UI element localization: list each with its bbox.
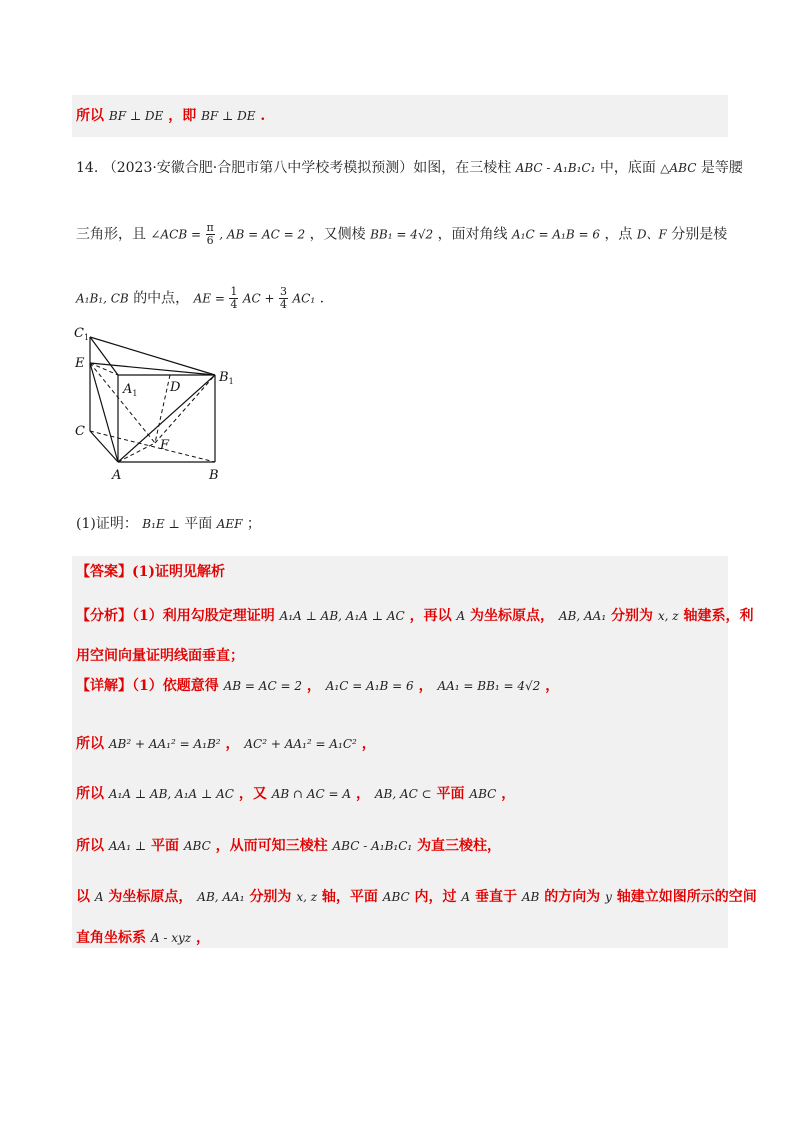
text: 所以	[76, 786, 104, 802]
math: ABC	[382, 890, 410, 904]
text: ，再以	[409, 608, 452, 624]
text: ，又	[238, 786, 267, 802]
text: ，	[306, 678, 321, 694]
math: , AB = AC = 2	[219, 227, 306, 242]
text: 为坐标原点，	[470, 608, 554, 624]
math: ABC - A₁B₁C₁	[515, 161, 596, 175]
text: 为直三棱柱，	[417, 838, 502, 854]
math: A	[94, 890, 104, 904]
detail-line-2	[76, 734, 376, 754]
dashed-c-b	[90, 431, 215, 462]
problem-source: （2023·安徽合肥·合肥市第八中学校考模拟预测）如图，在三棱柱	[102, 160, 512, 176]
text: ，	[361, 736, 376, 752]
fraction-3-4	[279, 286, 288, 311]
math: ∠ACB =	[150, 227, 202, 242]
detail-line-1	[76, 676, 559, 696]
text: 用空间向量证明线面垂直；	[76, 648, 244, 664]
question-label: (1)证明：	[76, 516, 138, 532]
text: 分别为	[249, 889, 292, 905]
text: ，	[418, 678, 433, 694]
math: A - xyz	[150, 931, 192, 945]
detail-line-6	[76, 928, 210, 948]
math: A₁A ⊥ AB, A₁A ⊥ AC	[108, 787, 234, 801]
detail-line-4	[76, 836, 501, 856]
math: AB, AA₁	[558, 609, 607, 623]
math: A₁A ⊥ AB, A₁A ⊥ AC	[279, 609, 405, 623]
math: △ABC	[660, 161, 697, 175]
text: 分别是棱	[671, 226, 728, 243]
text: ，点	[604, 226, 633, 243]
problem-number: 14.	[76, 160, 99, 176]
text: 内，过	[414, 889, 457, 905]
math: AB ∩ AC = A	[271, 787, 352, 801]
label-b1: $B_1$	[219, 370, 234, 386]
math: AC +	[242, 291, 275, 306]
math: ABC	[469, 787, 497, 801]
text: 以	[76, 889, 90, 905]
text: 平面	[151, 838, 179, 854]
denominator: 6	[206, 234, 214, 247]
question-1	[76, 514, 261, 534]
text: 所以	[76, 108, 104, 124]
math: B₁E ⊥	[142, 517, 180, 531]
problem-line-3	[76, 286, 324, 311]
problem-line-2	[76, 222, 727, 247]
math: x, z	[296, 890, 318, 904]
math: BB₁ = 4√2	[370, 227, 434, 242]
text: 轴，平面	[321, 889, 378, 905]
math: AB, AC ⊂	[374, 787, 432, 801]
label-c: C	[75, 424, 85, 439]
math: AB² + AA₁² = A₁B²	[108, 737, 221, 751]
text: 分别为	[611, 608, 654, 624]
label-e: E	[75, 356, 85, 371]
detail-line-3	[76, 784, 515, 804]
numerator: π	[206, 221, 214, 234]
fraction-1-4	[229, 286, 238, 311]
math: A₁C = A₁B = 6	[512, 227, 600, 242]
text: 中，底面	[599, 160, 656, 176]
math: A₁C = A₁B = 6	[325, 679, 414, 693]
math: A₁B₁, CB	[76, 291, 129, 306]
text: ，	[355, 786, 370, 802]
math: A	[461, 890, 471, 904]
text: 所以	[76, 736, 104, 752]
math: AC₁	[292, 291, 316, 306]
math: BF ⊥ DE	[108, 109, 164, 123]
text: 三角形，且	[76, 226, 146, 243]
text: .	[319, 290, 325, 307]
analysis-line-2	[76, 646, 244, 666]
math: AB = AC = 2	[223, 679, 302, 693]
text: ，又侧棱	[309, 226, 366, 243]
text: 的方向为	[544, 889, 601, 905]
math: x, z	[657, 609, 679, 623]
text: 平面	[436, 786, 465, 802]
text: 垂直于	[474, 889, 517, 905]
text: ，	[501, 786, 516, 802]
text: 平面	[184, 516, 213, 532]
numerator: 3	[280, 285, 288, 298]
text: ，	[545, 678, 560, 694]
math: D、F	[636, 227, 667, 242]
problem-line-1	[76, 158, 743, 178]
math: BF ⊥ DE	[201, 109, 256, 123]
text: 为坐标原点，	[108, 889, 193, 905]
text: ，面对角线	[437, 226, 508, 243]
text: ，从而可知三棱柱	[215, 838, 328, 854]
text: 轴建立如图所示的空间	[616, 889, 757, 905]
numerator: 1	[230, 285, 238, 298]
math: AE =	[193, 291, 225, 306]
text: ，	[225, 736, 240, 752]
math: AA₁ ⊥	[108, 839, 147, 853]
prism-figure	[70, 323, 250, 488]
detail-line-5	[76, 887, 757, 907]
math: y	[605, 890, 612, 904]
text: 轴建系，利	[683, 608, 754, 624]
fraction-pi-6	[206, 222, 215, 247]
text: ；	[246, 516, 261, 532]
text: .	[260, 108, 266, 124]
dashed-f-b1	[155, 375, 215, 443]
label-a: A	[112, 468, 122, 483]
math: AB, AA₁	[197, 890, 245, 904]
math: AC² + AA₁² = A₁C²	[244, 737, 357, 751]
label-d: D	[170, 380, 181, 395]
text: 是等腰	[700, 160, 743, 176]
denominator: 4	[280, 298, 288, 311]
math: AEF	[216, 517, 243, 531]
math: AA₁ = BB₁ = 4√2	[437, 679, 541, 693]
label-b: B	[209, 468, 219, 483]
math: ABC - A₁B₁C₁	[332, 839, 413, 853]
denominator: 4	[230, 298, 238, 311]
analysis-tag: 【分析】（1）利用勾股定理证明	[76, 608, 275, 624]
text: 直角坐标系	[76, 930, 146, 946]
answer-line	[76, 562, 225, 582]
top-conclusion-line	[76, 106, 265, 126]
math: A	[456, 609, 466, 623]
label-a1: $A_1$	[123, 382, 138, 398]
text: ，即	[168, 108, 197, 124]
detail-tag: 【详解】（1）依题意得	[76, 678, 219, 694]
math: ABC	[183, 839, 211, 853]
dashed-d-f	[155, 375, 170, 443]
label-f: F	[160, 438, 170, 453]
label-c1: $C_1$	[74, 326, 90, 342]
math: AB	[521, 890, 540, 904]
analysis-line-1	[76, 606, 753, 626]
answer-tag: 【答案】(1)证明见解析	[76, 564, 225, 580]
text: ，	[195, 930, 210, 946]
text: 所以	[76, 838, 104, 854]
text: 的中点，	[133, 290, 190, 307]
